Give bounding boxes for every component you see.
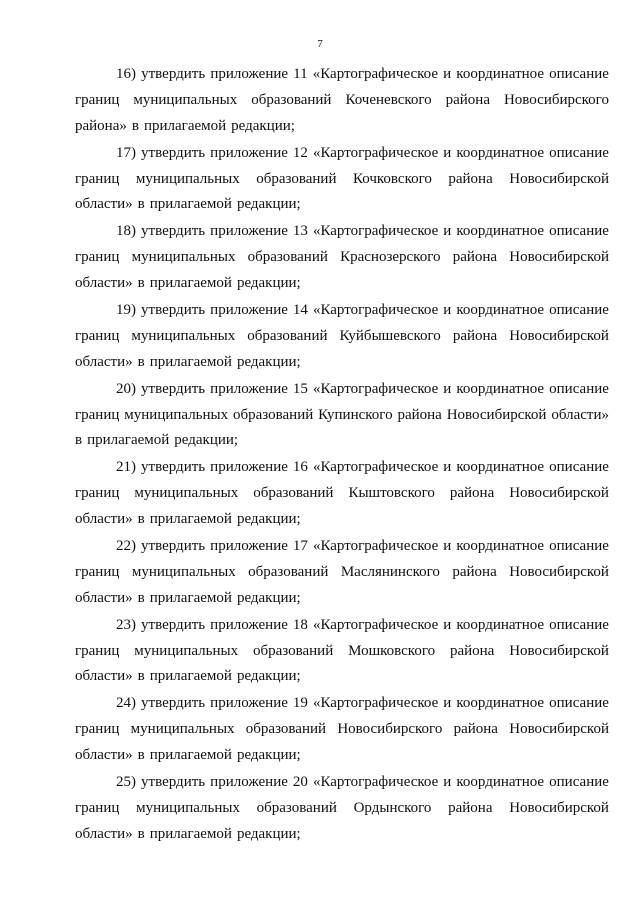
word: 18 <box>292 616 308 633</box>
word: образований <box>247 249 328 266</box>
word: описание <box>549 774 609 791</box>
word: «Картографическое <box>312 144 439 161</box>
word: Новосибирской <box>509 721 609 738</box>
word: «Картографическое <box>312 538 439 555</box>
word: прилагаемой <box>149 668 232 685</box>
word: 13 <box>292 223 308 240</box>
text-line <box>75 770 609 796</box>
text-line <box>75 613 609 639</box>
word: «Картографическое <box>312 223 439 240</box>
word: образований <box>253 485 334 502</box>
word: области» <box>75 825 133 842</box>
list-item <box>75 298 609 376</box>
word: 24) <box>116 695 136 712</box>
word: Кыштовского <box>348 485 435 502</box>
word: границ <box>75 406 120 423</box>
word: границ <box>75 91 120 108</box>
word: Новосибирской <box>509 563 609 580</box>
word: в <box>137 668 145 685</box>
word: района <box>452 249 498 266</box>
word: редакции; <box>236 747 301 764</box>
text-line <box>75 481 609 507</box>
word: прилагаемой <box>149 275 232 292</box>
word: в <box>75 432 83 449</box>
word: 12 <box>292 144 308 161</box>
word: границ <box>75 563 120 580</box>
word: Новосибирской <box>509 485 609 502</box>
word: муниципальных <box>134 642 239 659</box>
word: в <box>137 825 145 842</box>
word: редакции; <box>236 589 301 606</box>
word: «Картографическое <box>312 459 439 476</box>
word: Новосибирской <box>509 327 609 344</box>
word: района <box>452 563 497 580</box>
word: утвердить <box>141 302 206 319</box>
word: утвердить <box>141 66 206 82</box>
word: и <box>443 223 452 240</box>
word: прилагаемой <box>87 432 170 449</box>
word: описание <box>549 459 609 476</box>
word: прилагаемой <box>149 511 232 528</box>
word: утвердить <box>141 616 206 633</box>
word: «Картографическое <box>312 616 439 633</box>
word: 17 <box>292 538 308 555</box>
word: редакции; <box>236 668 301 685</box>
word: области» <box>75 196 133 213</box>
word: 19) <box>116 302 136 319</box>
word: описание <box>549 538 609 555</box>
word: района <box>453 721 498 738</box>
word: редакции; <box>236 511 301 528</box>
word: в <box>137 353 145 370</box>
text-line <box>75 507 609 533</box>
word: редакции; <box>236 825 301 842</box>
word: координатное <box>456 223 545 240</box>
word: района <box>448 170 493 187</box>
word: 20) <box>116 380 136 397</box>
word: и <box>443 66 452 82</box>
word: границ <box>75 485 120 502</box>
word: редакции; <box>174 432 239 449</box>
word: 21) <box>116 459 136 476</box>
word: 19 <box>292 695 308 712</box>
word: приложение <box>210 144 288 161</box>
word: образований <box>247 327 328 344</box>
text-line <box>75 141 609 167</box>
text-line <box>75 428 609 454</box>
word: утвердить <box>141 144 206 161</box>
word: и <box>443 144 452 161</box>
list-item <box>75 770 609 848</box>
word: Новосибирской <box>509 799 609 816</box>
word: редакции; <box>236 353 301 370</box>
word: муниципальных <box>136 799 240 816</box>
word: Кочковского <box>352 170 432 187</box>
word: образований <box>256 799 337 816</box>
word: координатное <box>456 459 545 476</box>
word: области» <box>75 589 133 606</box>
word: 14 <box>292 302 308 319</box>
word: муниципальных <box>131 327 236 344</box>
word: границ <box>75 799 120 816</box>
word: приложение <box>210 538 288 555</box>
word: Купинского <box>318 406 393 423</box>
word: и <box>443 302 452 319</box>
word: и <box>443 380 452 397</box>
word: района <box>452 327 498 344</box>
word: района <box>445 91 490 108</box>
word: прилагаемой <box>143 117 227 134</box>
word: редакции; <box>236 275 301 292</box>
word: утвердить <box>141 774 206 791</box>
word: в <box>137 589 145 606</box>
word: утвердить <box>141 538 206 555</box>
text-line <box>75 717 609 743</box>
text-line <box>75 822 609 848</box>
word: координатное <box>456 66 545 82</box>
word: приложение <box>210 66 289 82</box>
word: и <box>443 616 452 633</box>
list-item <box>75 534 609 612</box>
word: прилагаемой <box>149 353 232 370</box>
word: муниципальных <box>133 91 238 108</box>
word: 16 <box>292 459 308 476</box>
list-item <box>75 377 609 455</box>
word: области» <box>551 406 609 423</box>
text-line <box>75 586 609 612</box>
text-line <box>75 219 609 245</box>
word: Мошковского <box>348 642 436 659</box>
word: утвердить <box>141 459 206 476</box>
word: области» <box>75 353 133 370</box>
word: Новосибирской <box>509 642 609 659</box>
text-line <box>75 324 609 350</box>
word: Новосибирского <box>337 721 443 738</box>
word: Краснозерского <box>340 249 441 266</box>
word: в <box>137 196 145 213</box>
word: границ <box>75 721 120 738</box>
word: «Картографическое <box>312 774 439 791</box>
text-line <box>75 639 609 665</box>
word: Куйбышевского <box>339 327 441 344</box>
word: приложение <box>210 774 288 791</box>
text-line <box>75 796 609 822</box>
word: Маслянинского <box>340 563 440 580</box>
word: «Картографическое <box>312 66 439 82</box>
word: Новосибирской <box>446 406 547 423</box>
word: 22) <box>116 538 136 555</box>
word: утвердить <box>141 380 206 397</box>
text-line <box>75 377 609 403</box>
word: координатное <box>456 774 545 791</box>
word: и <box>443 695 452 712</box>
text-line <box>75 560 609 586</box>
word: муниципальных <box>131 249 236 266</box>
word: муниципальных <box>131 563 236 580</box>
word: в <box>137 747 145 764</box>
word: прилагаемой <box>149 825 232 842</box>
word: координатное <box>456 302 545 319</box>
text-line <box>75 664 609 690</box>
word: образований <box>248 563 329 580</box>
word: района <box>397 406 442 423</box>
word: «Картографическое <box>312 380 439 397</box>
word: границ <box>75 249 120 266</box>
text-line <box>75 455 609 481</box>
word: в <box>137 275 145 292</box>
word: муниципальных <box>124 406 229 423</box>
word: приложение <box>210 380 288 397</box>
word: приложение <box>210 695 288 712</box>
word: приложение <box>210 459 288 476</box>
list-item <box>75 613 609 691</box>
document-body <box>75 62 609 849</box>
word: прилагаемой <box>149 196 232 213</box>
word: «Картографическое <box>312 302 439 319</box>
text-line <box>75 743 609 769</box>
word: и <box>443 538 452 555</box>
word: муниципальных <box>135 170 240 187</box>
word: описание <box>549 695 609 712</box>
word: образований <box>251 91 332 108</box>
word: области» <box>75 275 133 292</box>
text-line <box>75 271 609 297</box>
word: области» <box>75 668 133 685</box>
word: редакции; <box>231 117 295 134</box>
text-line <box>75 403 609 429</box>
word: приложение <box>210 616 288 633</box>
word: 20 <box>292 774 308 791</box>
word: редакции; <box>236 196 301 213</box>
word: утвердить <box>141 695 206 712</box>
word: 25) <box>116 774 136 791</box>
word: координатное <box>456 380 545 397</box>
word: описание <box>549 144 609 161</box>
page-number: 7 <box>317 38 323 50</box>
word: Ордынского <box>353 799 432 816</box>
text-line <box>75 691 609 717</box>
list-item <box>75 455 609 533</box>
word: района» <box>75 117 127 134</box>
word: границ <box>75 642 120 659</box>
word: области» <box>75 511 133 528</box>
word: Новосибирской <box>509 170 609 187</box>
word: района <box>449 642 495 659</box>
word: образований <box>256 170 337 187</box>
list-item <box>75 219 609 297</box>
word: координатное <box>456 144 545 161</box>
list-item <box>75 141 609 219</box>
word: описание <box>549 380 609 397</box>
list-item <box>75 691 609 769</box>
word: муниципальных <box>130 721 235 738</box>
word: 15 <box>292 380 308 397</box>
word: утвердить <box>141 223 206 240</box>
word: границ <box>75 327 120 344</box>
word: и <box>443 459 452 476</box>
word: описание <box>549 66 609 82</box>
word: образований <box>245 721 327 738</box>
word: 23) <box>116 616 136 633</box>
word: 18) <box>116 223 136 240</box>
word: и <box>443 774 452 791</box>
word: района <box>449 485 495 502</box>
text-line <box>75 114 609 140</box>
word: 11 <box>293 66 308 82</box>
word: описание <box>549 616 609 633</box>
word: прилагаемой <box>149 747 232 764</box>
text-line <box>75 298 609 324</box>
word: описание <box>549 302 609 319</box>
word: «Картографическое <box>312 695 439 712</box>
word: образований <box>252 642 334 659</box>
word: Новосибирского <box>503 91 609 108</box>
word: образований <box>233 406 314 423</box>
word: координатное <box>456 538 545 555</box>
word: муниципальных <box>134 485 239 502</box>
text-line <box>75 192 609 218</box>
word: в <box>137 511 145 528</box>
word: Коченевского <box>345 91 432 108</box>
list-item <box>75 62 609 140</box>
word: 16) <box>116 66 136 82</box>
word: Новосибирской <box>509 249 609 266</box>
text-line <box>75 62 609 88</box>
text-line <box>75 534 609 560</box>
word: приложение <box>210 302 288 319</box>
word: приложение <box>210 223 288 240</box>
word: границ <box>75 170 120 187</box>
text-line <box>75 245 609 271</box>
word: координатное <box>456 616 545 633</box>
text-line <box>75 88 609 114</box>
word: области» <box>75 747 133 764</box>
text-line <box>75 350 609 376</box>
word: прилагаемой <box>149 589 232 606</box>
word: в <box>131 117 139 134</box>
word: района <box>448 799 493 816</box>
word: 17) <box>116 144 136 161</box>
word: описание <box>549 223 609 240</box>
text-line <box>75 167 609 193</box>
word: координатное <box>456 695 545 712</box>
